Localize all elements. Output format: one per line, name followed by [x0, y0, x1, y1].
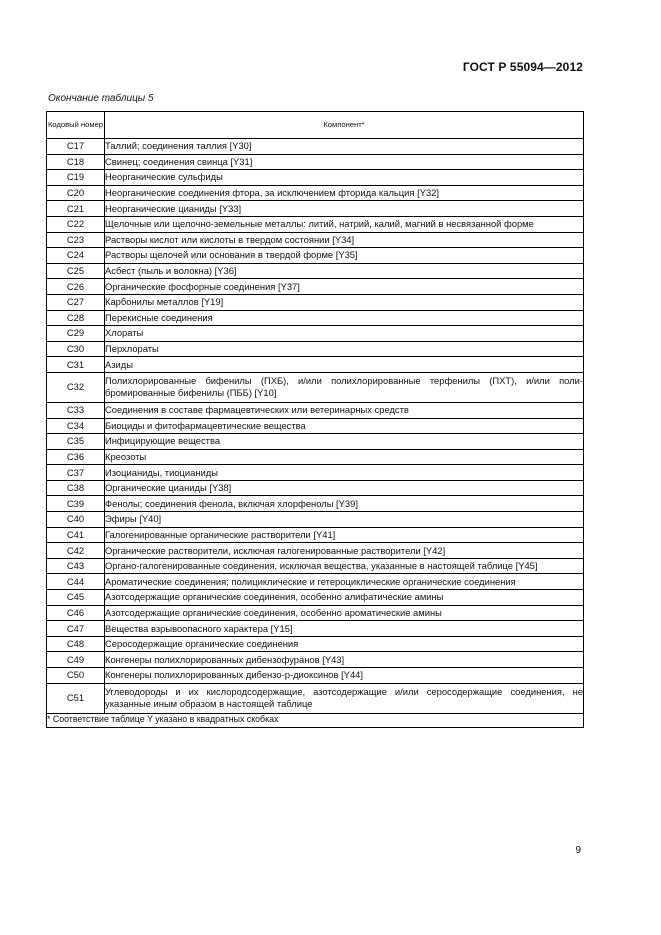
- row-code: C51: [47, 683, 105, 713]
- row-component: Галогенированные органические растворители [Y41]: [105, 527, 584, 543]
- row-code: C44: [47, 574, 105, 590]
- row-code: C37: [47, 465, 105, 481]
- row-component: Органические растворители, исключая галогенированные растворители [Y42]: [105, 543, 584, 559]
- table-row: [47, 279, 584, 295]
- row-code: C43: [47, 558, 105, 574]
- row-component: Свинец; соединения свинца [Y31]: [105, 154, 584, 170]
- row-code: C34: [47, 418, 105, 434]
- row-code: C23: [47, 232, 105, 248]
- table-row: [47, 449, 584, 465]
- table-row: [47, 185, 584, 201]
- row-code: C41: [47, 527, 105, 543]
- row-component: Щелочные или щелочно-земельные металлы: литий, натрий, калий, магний в несвязанной форме: [105, 216, 584, 232]
- row-component: Фенолы; соединения фенола, включая хлорфенолы [Y39]: [105, 496, 584, 512]
- row-code: C42: [47, 543, 105, 559]
- table-row: [47, 512, 584, 528]
- row-component: Перхлораты: [105, 341, 584, 357]
- table-row: [47, 201, 584, 217]
- row-code: C17: [47, 139, 105, 155]
- row-code: C32: [47, 372, 105, 402]
- row-code: C46: [47, 605, 105, 621]
- table-row: [47, 465, 584, 481]
- table-row: [47, 232, 584, 248]
- page-number: 9: [575, 845, 581, 856]
- row-code: C21: [47, 201, 105, 217]
- row-code: C18: [47, 154, 105, 170]
- row-component: Перекисные соединения: [105, 310, 584, 326]
- table-row: [47, 668, 584, 684]
- row-code: C30: [47, 341, 105, 357]
- column-header-component: Компонент*: [105, 112, 584, 139]
- table-row: [47, 683, 584, 713]
- row-component: Растворы щелочей или основания в твердой форме [Y35]: [105, 248, 584, 264]
- table-row: [47, 357, 584, 373]
- row-component: Неорганические соединения фтора, за исключением фторида кальция [Y32]: [105, 185, 584, 201]
- row-code: C20: [47, 185, 105, 201]
- row-component: Асбест (пыль и волокна) [Y36]: [105, 263, 584, 279]
- table-row: [47, 154, 584, 170]
- row-code: C26: [47, 279, 105, 295]
- row-component: Конгенеры полихлорированных дибензо-р-диоксинов [Y44]: [105, 668, 584, 684]
- row-code: C24: [47, 248, 105, 264]
- row-code: C25: [47, 263, 105, 279]
- table-row: [47, 496, 584, 512]
- table-row: [47, 543, 584, 559]
- row-component: Соединения в составе фармацевтических или ветеринарных средств: [105, 402, 584, 418]
- row-code: C40: [47, 512, 105, 528]
- table-header-row: [47, 112, 584, 139]
- table-footnote-row: [47, 713, 584, 727]
- row-component: Азотсодержащие органические соединения, особенно алифатические амины: [105, 590, 584, 606]
- table-row: [47, 216, 584, 232]
- row-component: Биоциды и фитофармацевтические вещества: [105, 418, 584, 434]
- table-row: [47, 480, 584, 496]
- table-row: [47, 170, 584, 186]
- table-row: [47, 434, 584, 450]
- row-component: Ароматические соединения; полициклические и гетероциклические органические соединения: [105, 574, 584, 590]
- row-component: Вещества взрывоопасного характера [Y15]: [105, 621, 584, 637]
- table-row: [47, 527, 584, 543]
- row-code: C29: [47, 326, 105, 342]
- row-component: Эфиры [Y40]: [105, 512, 584, 528]
- row-code: C36: [47, 449, 105, 465]
- table-row: [47, 263, 584, 279]
- row-code: C35: [47, 434, 105, 450]
- row-code: C19: [47, 170, 105, 186]
- row-component: Таллий; соединения таллия [Y30]: [105, 139, 584, 155]
- row-component: Органические цианиды [Y38]: [105, 480, 584, 496]
- table-body: [47, 139, 584, 714]
- row-component: Креозоты: [105, 449, 584, 465]
- table-row: [47, 402, 584, 418]
- column-header-code: Кодовый номер: [47, 112, 105, 139]
- row-code: C28: [47, 310, 105, 326]
- row-component: Органо-галогенированные соединения, исключая вещества, указанные в настоящей таблице [Y45]: [105, 558, 584, 574]
- table-row: [47, 574, 584, 590]
- table-row: [47, 341, 584, 357]
- table-row: [47, 326, 584, 342]
- row-component: Изоцианиды, тиоцианиды: [105, 465, 584, 481]
- row-component: Органические фосфорные соединения [Y37]: [105, 279, 584, 295]
- row-component: Азотсодержащие органические соединения, особенно ароматические амины: [105, 605, 584, 621]
- row-component: Неорганические цианиды [Y33]: [105, 201, 584, 217]
- row-code: C27: [47, 294, 105, 310]
- table-caption: Окончание таблицы 5: [48, 93, 154, 104]
- row-code: C45: [47, 590, 105, 606]
- row-code: C48: [47, 636, 105, 652]
- table-row: [47, 418, 584, 434]
- row-component: Конгенеры полихлорированных дибензофуранов [Y43]: [105, 652, 584, 668]
- row-component: Неорганические сульфиды: [105, 170, 584, 186]
- document-code: ГОСТ Р 55094—2012: [462, 60, 583, 74]
- row-code: C49: [47, 652, 105, 668]
- row-code: C50: [47, 668, 105, 684]
- row-component: Карбонилы металлов [Y19]: [105, 294, 584, 310]
- table-row: [47, 310, 584, 326]
- row-component: Инфицирующие вещества: [105, 434, 584, 450]
- row-component: Углеводороды и их кислородсодержащие, азотсодержащие и/или серосодержащие соединения, не указанные иным образом в настоящей таблице: [105, 683, 584, 713]
- row-code: C31: [47, 357, 105, 373]
- row-code: C39: [47, 496, 105, 512]
- row-component: Азиды: [105, 357, 584, 373]
- table-row: [47, 605, 584, 621]
- table-row: [47, 652, 584, 668]
- row-code: C33: [47, 402, 105, 418]
- table-row: [47, 139, 584, 155]
- table-row: [47, 372, 584, 402]
- row-component: Полихлорированные бифенилы (ПХБ), и/или полихлорированные терфенилы (ПХТ), и/или поли-бромированные бифенилы (ПББ) [Y10]: [105, 372, 584, 402]
- table-row: [47, 590, 584, 606]
- row-code: C22: [47, 216, 105, 232]
- table-row: [47, 294, 584, 310]
- row-code: C38: [47, 480, 105, 496]
- row-component: Хлораты: [105, 326, 584, 342]
- table-row: [47, 636, 584, 652]
- row-component: Серосодержащие органические соединения: [105, 636, 584, 652]
- table-row: [47, 248, 584, 264]
- table-footnote: * Соответствие таблице Y указано в квадратных скобках: [47, 713, 584, 727]
- row-component: Растворы кислот или кислоты в твердом состоянии [Y34]: [105, 232, 584, 248]
- components-table: [46, 111, 584, 728]
- table-row: [47, 558, 584, 574]
- row-code: C47: [47, 621, 105, 637]
- table-row: [47, 621, 584, 637]
